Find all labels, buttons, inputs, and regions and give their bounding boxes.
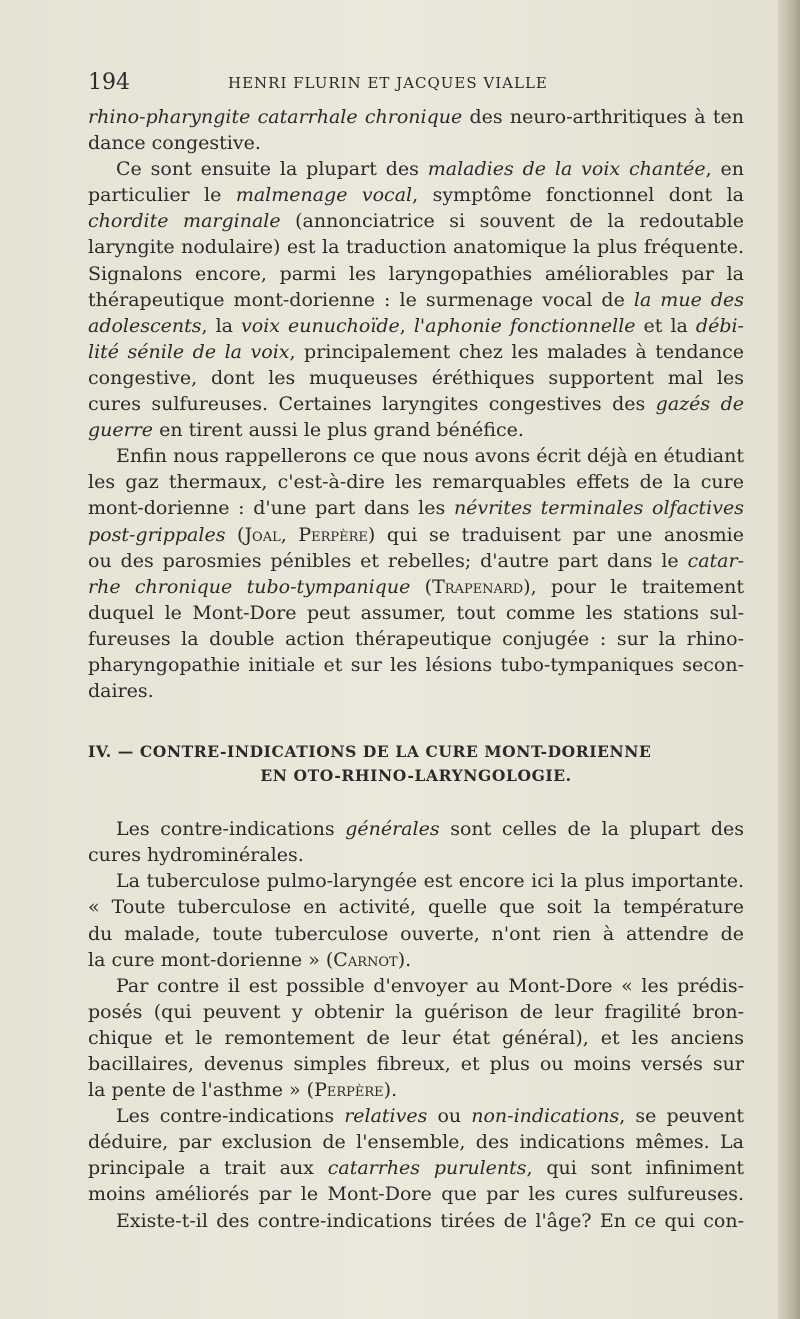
text-line: du malade, toute tuberculose ouverte, n'ont rien à attendre de: [88, 922, 744, 945]
heading-line: IV. — CONTRE-INDICATIONS DE LA CURE MONT-DORIENNE: [88, 742, 652, 762]
text-line: [88, 548, 744, 574]
text-span: , en: [705, 158, 744, 181]
text-span: , principalement chez les malades à tendance: [289, 340, 744, 363]
text-line: La tuberculose pulmo-laryngée est encore ici la plus importante.: [116, 870, 744, 893]
text-line: [88, 182, 744, 208]
text-line: [88, 574, 744, 600]
text-span: en tirent aussi le plus grand bénéfice.: [153, 419, 524, 442]
text-line: [88, 495, 744, 521]
text-line: [88, 339, 744, 365]
text-span: ), pour le traitement: [523, 575, 745, 598]
text-line: [88, 287, 744, 313]
italic-term: la mue des: [633, 288, 744, 311]
text-span: Les contre-indications: [116, 1105, 345, 1128]
text-span: ).: [383, 1079, 398, 1102]
text-span: ) qui se traduisent par une anosmie: [367, 523, 744, 546]
italic-term: débi-: [695, 314, 744, 337]
text-span: la cure mont-dorienne » (: [88, 948, 334, 971]
italic-term: relatives: [344, 1105, 428, 1128]
text-span: (: [410, 575, 433, 598]
page-edge: [778, 0, 800, 1319]
text-line: congestive, dont les muqueuses éréthiques supportent mal les: [88, 366, 744, 389]
italic-term: rhino-pharyngite catarrhale chronique: [88, 106, 463, 128]
text-line: moins améliorés par le Mont-Dore que par les cures sulfureuses.: [88, 1183, 744, 1206]
italic-term: névrites terminales olfactives: [453, 497, 744, 520]
author-name: Trapenard: [432, 575, 524, 598]
text-span: ou des parosmies pénibles et rebelles; d'autre part dans le: [88, 549, 688, 572]
text-line: [88, 947, 744, 973]
text-line: laryngite nodulaire) est la traduction anatomique la plus fréquente.: [88, 236, 744, 259]
text-span: , se peuvent: [619, 1105, 744, 1128]
text-line: dance congestive.: [88, 132, 261, 155]
italic-term: lité sénile de la voix: [88, 340, 290, 363]
page-number: 194: [88, 70, 130, 95]
italic-term: catarrhes purulents: [327, 1157, 527, 1180]
italic-term: voix eunuchoïde: [241, 314, 400, 337]
text-line: [88, 1077, 744, 1103]
text-span: des neuro-arthritiques à ten: [462, 106, 744, 128]
text-span: et la: [635, 314, 696, 337]
text-line: [88, 156, 744, 182]
italic-term: générales: [345, 818, 440, 841]
text-line: [88, 208, 744, 234]
text-span: , la: [201, 314, 242, 337]
text-line: Existe-t-il des contre-indications tirées de l'âge? En ce qui con-: [116, 1209, 744, 1232]
italic-term: guerre: [88, 419, 154, 442]
text-line: [88, 391, 744, 417]
running-title: HENRI FLURIN ET JACQUES VIALLE: [228, 74, 548, 92]
text-span: , symptôme fonctionnel dont la: [412, 184, 744, 207]
author-name: Perpère: [298, 523, 368, 546]
text-line: « Toute tuberculose en activité, quelle que soit la température: [88, 896, 744, 919]
text-span: Ce sont ensuite la plupart des: [116, 158, 428, 181]
italic-term: post-grippales: [88, 523, 226, 546]
text-span: (annonciatrice si souvent de la redoutable: [280, 210, 744, 233]
text-line: Enfin nous rappellerons ce que nous avons écrit déjà en étudiant: [116, 445, 744, 468]
italic-term: adolescents: [88, 314, 202, 337]
text-line: [88, 816, 744, 842]
text-span: principale a trait aux: [88, 1157, 328, 1180]
text-line: bacillaires, devenus simples fibreux, et plus ou moins versés sur: [88, 1053, 744, 1075]
section-heading: [88, 740, 744, 788]
text-line: chique et le remontement de leur état général), et les anciens: [88, 1026, 744, 1049]
text-span: (: [225, 523, 245, 546]
text-line: Par contre il est possible d'envoyer au Mont-Dore « les prédis-: [116, 974, 744, 997]
text-span: ).: [397, 948, 412, 971]
text-span: ,: [280, 523, 299, 546]
section-body: [88, 816, 744, 1234]
text-span: la pente de l'asthme » (: [88, 1079, 315, 1102]
text-line: [88, 313, 744, 339]
heading-line: EN OTO-RHINO-LARYNGOLOGIE.: [260, 766, 572, 786]
text-span: mont-dorienne : d'une part dans les: [88, 497, 454, 520]
italic-term: rhe chronique tubo-tympanique: [88, 575, 411, 598]
italic-term: gazés de: [655, 393, 744, 416]
text-span: cures sulfureuses. Certaines laryngites congestives des: [88, 393, 656, 416]
text-line: cures hydrominérales.: [88, 844, 304, 867]
text-line: fureuses la double action thérapeutique conjugée : sur la rhino-: [88, 627, 744, 650]
text-line: duquel le Mont-Dore peut assumer, tout comme les stations sul-: [88, 601, 744, 624]
text-line: posés (qui peuvent y obtenir la guérison de leur fragilité bron-: [88, 1000, 744, 1023]
italic-term: l'aphonie fonctionnelle: [413, 314, 636, 337]
author-name: Perpère: [314, 1079, 384, 1102]
text-line: déduire, par exclusion de l'ensemble, des indications mêmes. La: [88, 1131, 744, 1154]
text-span: sont celles de la plupart des: [439, 818, 744, 841]
italic-term: maladies de la voix chantée: [427, 158, 706, 181]
text-span: Les contre-indications: [116, 818, 346, 841]
text-line: Signalons encore, parmi les laryngopathies améliorables par la: [88, 262, 744, 285]
text-span: ou: [427, 1105, 472, 1128]
text-line: les gaz thermaux, c'est-à-dire les remarquables effets de la cure: [88, 471, 744, 494]
text-line: [88, 417, 744, 443]
italic-term: catar-: [687, 549, 744, 572]
text-line: [88, 1155, 744, 1181]
text-line: [88, 1103, 744, 1129]
text-line: pharyngopathie initiale et sur les lésions tubo-tympaniques secon-: [88, 653, 744, 676]
text-line: daires.: [88, 680, 154, 703]
italic-term: non-indications: [471, 1105, 620, 1128]
author-name: Carnot: [333, 948, 398, 971]
body-text: [88, 104, 744, 1234]
italic-term: malmenage vocal: [235, 184, 413, 207]
text-line: [88, 522, 744, 548]
text-span: ,: [399, 314, 414, 337]
page-header: [88, 70, 744, 100]
text-span: , qui sont infiniment: [526, 1157, 744, 1180]
author-name: Joal: [244, 523, 281, 546]
text-line: [88, 104, 744, 130]
italic-term: chordite marginale: [88, 210, 281, 233]
text-span: thérapeutique mont-dorienne : le surmenage vocal de: [88, 288, 634, 311]
text-span: particulier le: [88, 184, 236, 207]
